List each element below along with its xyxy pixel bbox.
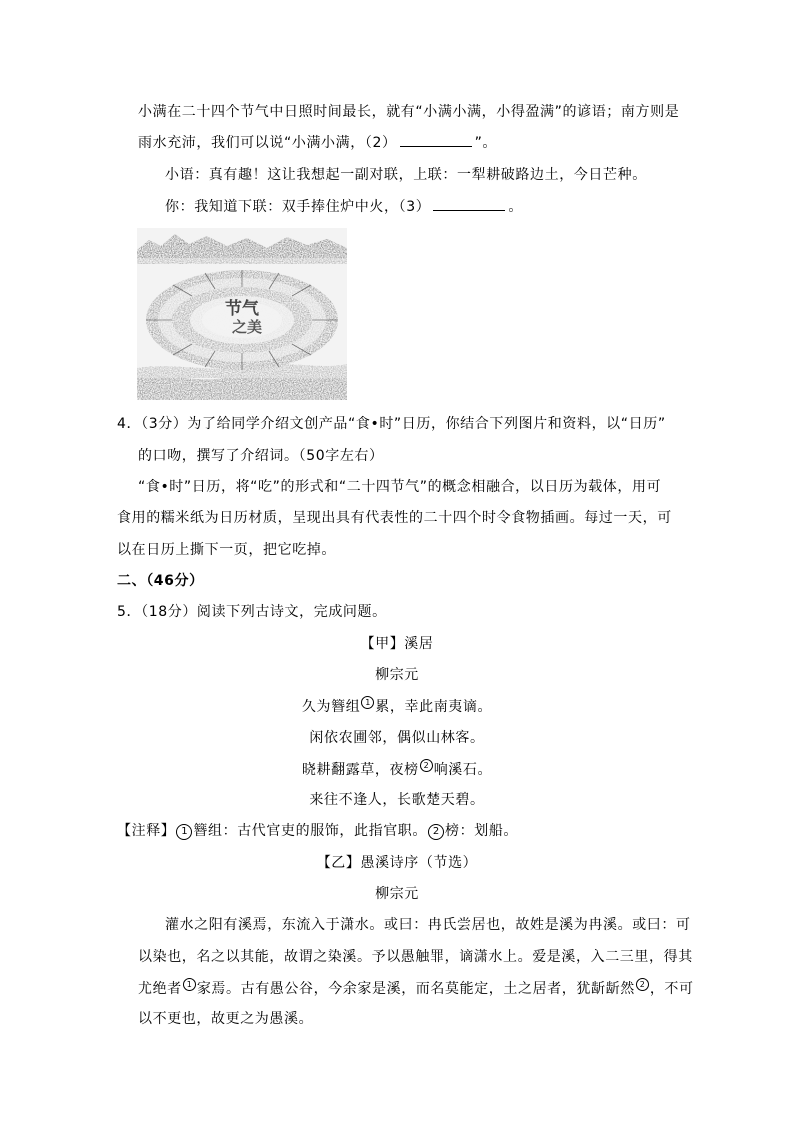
footnote-mark-1: 1 [361, 696, 374, 709]
prose-mark-2: 2 [636, 978, 649, 991]
poem-line-3-b: 响溪石。 [433, 762, 493, 778]
poem-line-1-a: 久为簪组 [301, 699, 361, 715]
answer-blank-3 [433, 197, 505, 211]
poem-line-3 [0, 759, 794, 780]
dialogue-you-end: 。 [508, 199, 523, 215]
prose-line-3-a: 尤绝者 [138, 981, 182, 997]
prose-mark-1: 1 [183, 978, 196, 991]
calendar-center-calligraphy-top: 节气 [225, 299, 259, 319]
prose-line-3-b: 家焉。古有愚公谷，今余家是溪，而名莫能定，土之居者，犹龂龂然 [196, 981, 635, 997]
prose-title: 【乙】愚溪诗序（节选） [316, 855, 478, 871]
calendar-center-calligraphy-bottom: 之美 [231, 318, 263, 336]
answer-blank-2 [400, 133, 472, 147]
dialogue-xiaoyu: 小语：真有趣！这让我想起一副对联，上联：一犁耕破路边土，今日芒种。 [165, 167, 647, 183]
prose-line-3-c: ，不可 [649, 981, 694, 997]
prose-line-3 [138, 978, 694, 999]
prose-author: 柳宗元 [375, 886, 419, 902]
poem-line-1-b: 累，幸此南夷谪。 [375, 699, 493, 715]
intro-line-1: 小满在二十四个节气中日照时间最长，就有“小满小满，小得盈满”的谚语；南方则是 [138, 104, 680, 120]
poem-title: 【甲】溪居 [360, 636, 434, 652]
poem-line-1 [0, 696, 794, 717]
q5-stem: 5．（18分）阅读下列古诗文，完成问题。 [117, 604, 387, 620]
q4-material-line-2: 食用的糯米纸为日历材质，呈现出具有代表性的二十四个时令食物插画。每过一天，可 [117, 510, 672, 526]
dialogue-you-text: 你：我知道下联：双手捧住炉中火，（3） [165, 199, 431, 215]
note-mark-2: 2 [428, 824, 444, 840]
prose-line-1: 灌水之阳有溪焉，东流入于潇水。或曰：冉氏尝居也，故姓是溪为冉溪。或曰：可 [165, 917, 691, 933]
prose-line-2: 以染也，名之以其能，故谓之染溪。予以愚触罪，谪潇水上。爱是溪，入二三里，得其 [138, 949, 693, 965]
prose-line-4: 以不更也，故更之为愚溪。 [138, 1011, 314, 1027]
q4-stem-line-1: 4．（3分）为了给同学介绍文创产品“食•时”日历，你结合下列图片和资料，以“日历” [117, 416, 666, 432]
poem-line-4: 来往不逢人，长歌楚天碧。 [309, 792, 485, 808]
poem-line-2: 闲依农圃邻，偶似山林客。 [309, 730, 485, 746]
poem-author: 柳宗元 [375, 667, 419, 683]
footnote-mark-2: 2 [420, 759, 433, 772]
intro-line-2-end: ”。 [474, 135, 498, 151]
intro-line-2 [138, 133, 497, 153]
q4-material-line-1: “食•时”日历，将“吃”的形式和“二十四节气”的概念相融合，以日历为载体，用可 [138, 479, 662, 495]
intro-line-2-text: 雨水充沛，我们可以说“小满小满，（2） [138, 135, 397, 151]
poem-line-3-a: 晓耕翻露草，夜榜 [301, 762, 419, 778]
solar-terms-calendar-image [137, 228, 347, 400]
notes-label: 【注释】 [117, 823, 176, 839]
note-1-text: 簪组：古代官吏的服饰，此指官职。 [193, 823, 428, 839]
note-mark-1: 1 [176, 824, 192, 840]
poem-notes [117, 821, 518, 841]
q4-stem-line-2: 的口吻，撰写了介绍词。（50字左右） [138, 448, 384, 464]
dialogue-you [165, 197, 523, 217]
note-2-text: 榜：划船。 [445, 823, 519, 839]
q4-material-line-3: 以在日历上撕下一页，把它吃掉。 [117, 542, 336, 558]
section-2-heading: 二、（46分） [117, 573, 204, 589]
